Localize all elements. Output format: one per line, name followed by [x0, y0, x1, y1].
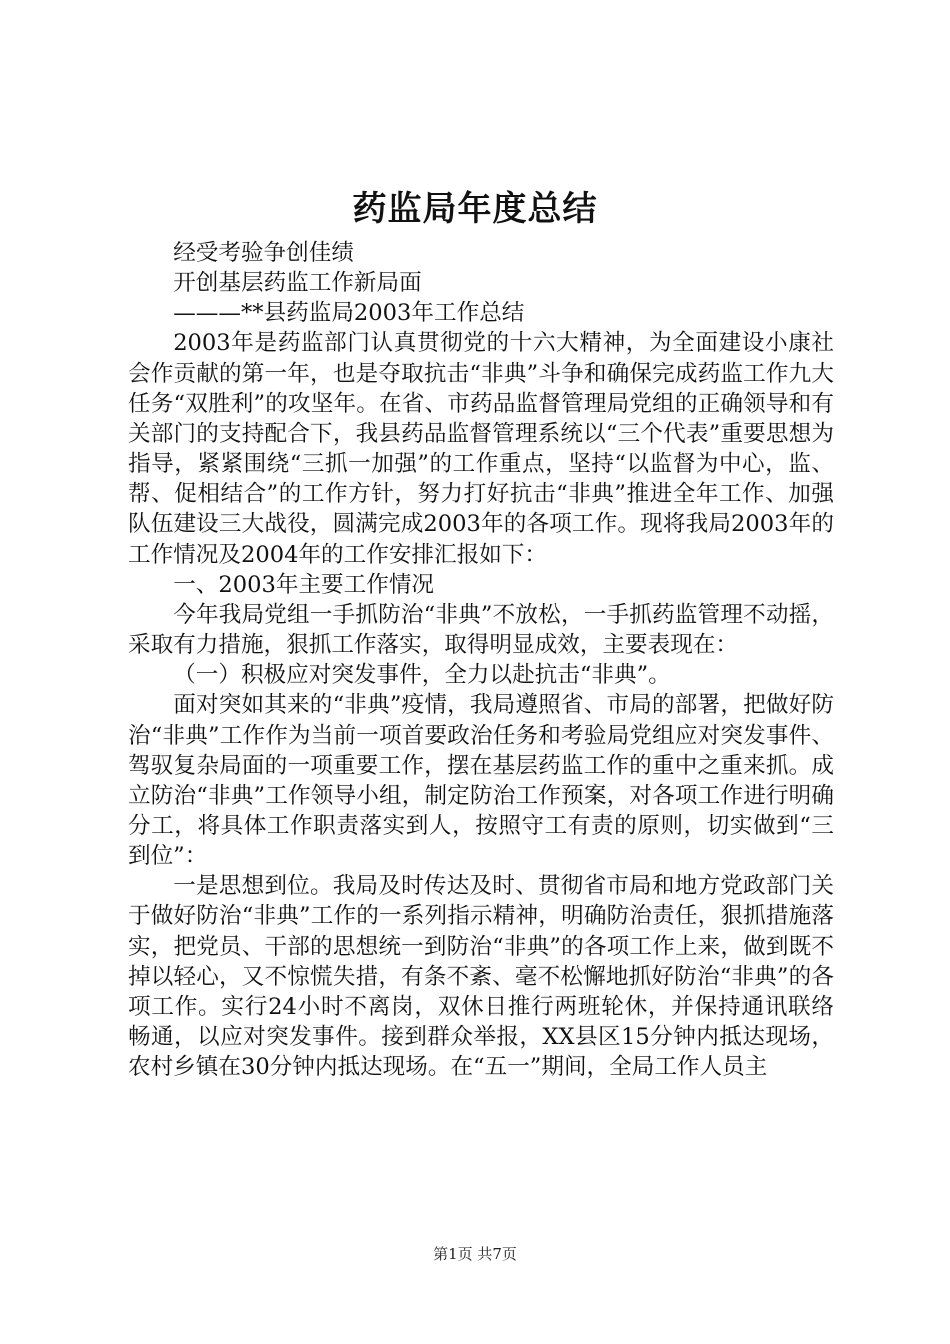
subsection-heading: （一）积极应对突发事件，全力以赴抗击“非典”。: [173, 662, 671, 689]
page-footer: 第1页 共7页: [433, 1245, 517, 1263]
paragraph-thinking-in-place: 一是思想到位。我局及时传达及时、贯彻省市局和地方党政部门关于做好防治“非典”工作的一系列指示精神，明确防治责任，狠抓措施落实，把党员、干部的思想统一到防治“非典”的各项工作上来，做到既不掉以轻心，又不惊慌失措，有条不紊、毫不松懈地抓好防治“非典”的各项工作。实行24小时不离岗，双休日推行两班轮休，并保持通讯联络畅通，以应对突发事件。接到群众举报，XX县区15分钟内抵达现场，农村乡镇在30分钟内抵达现场。在“五一”期间，全局工作人员主: [128, 873, 834, 1081]
subtitle-line-2: 开创基层药监工作新局面: [173, 270, 422, 297]
document-title: 药监局年度总结: [352, 189, 598, 229]
subtitle-line-1: 经受考验争创佳绩: [173, 240, 354, 266]
paragraph-summary: 今年我局党组一手抓防治“非典”不放松，一手抓药监管理不动摇，采取有力措施，狠抓工作落实，取得明显成效，主要表现在：: [128, 601, 834, 659]
paragraph-intro: 2003年是药监部门认真贯彻党的十六大精神，为全面建设小康社会作贡献的第一年，也是夺取抗击“非典”斗争和确保完成药监工作九大任务“双胜利”的攻坚年。在省、市药品监督管理局党组的正确领导和有关部门的支持配合下，我县药品监督管理系统以“三个代表”重要思想为指导，紧紧围绕“三抓一加强”的工作重点，坚持“以监督为中心，监、帮、促相结合”的工作方针，努力打好抗击“非典”推进全年工作、加强队伍建设三大战役，圆满完成2003年的各项工作。现将我局2003年的工作情况及2004年的工作安排汇报如下：: [128, 330, 834, 568]
document-body: [128, 238, 834, 1082]
section-heading: 一、2003年主要工作情况: [173, 571, 435, 598]
paragraph-sars-response: 面对突如其来的“非典”疫情，我局遵照省、市局的部署，把做好防治“非典”工作作为当前一项首要政治任务和考验局党组应对突发事件、驾驭复杂局面的一项重要工作，摆在基层药监工作的重中之重来抓。成立防治“非典”工作领导小组，制定防治工作预案，对各项工作进行明确分工，将具体工作职责落实到人，按照守工有责的原则，切实做到“三到位”：: [128, 692, 834, 870]
subtitle-line-3: ———**县药监局2003年工作总结: [173, 300, 525, 327]
